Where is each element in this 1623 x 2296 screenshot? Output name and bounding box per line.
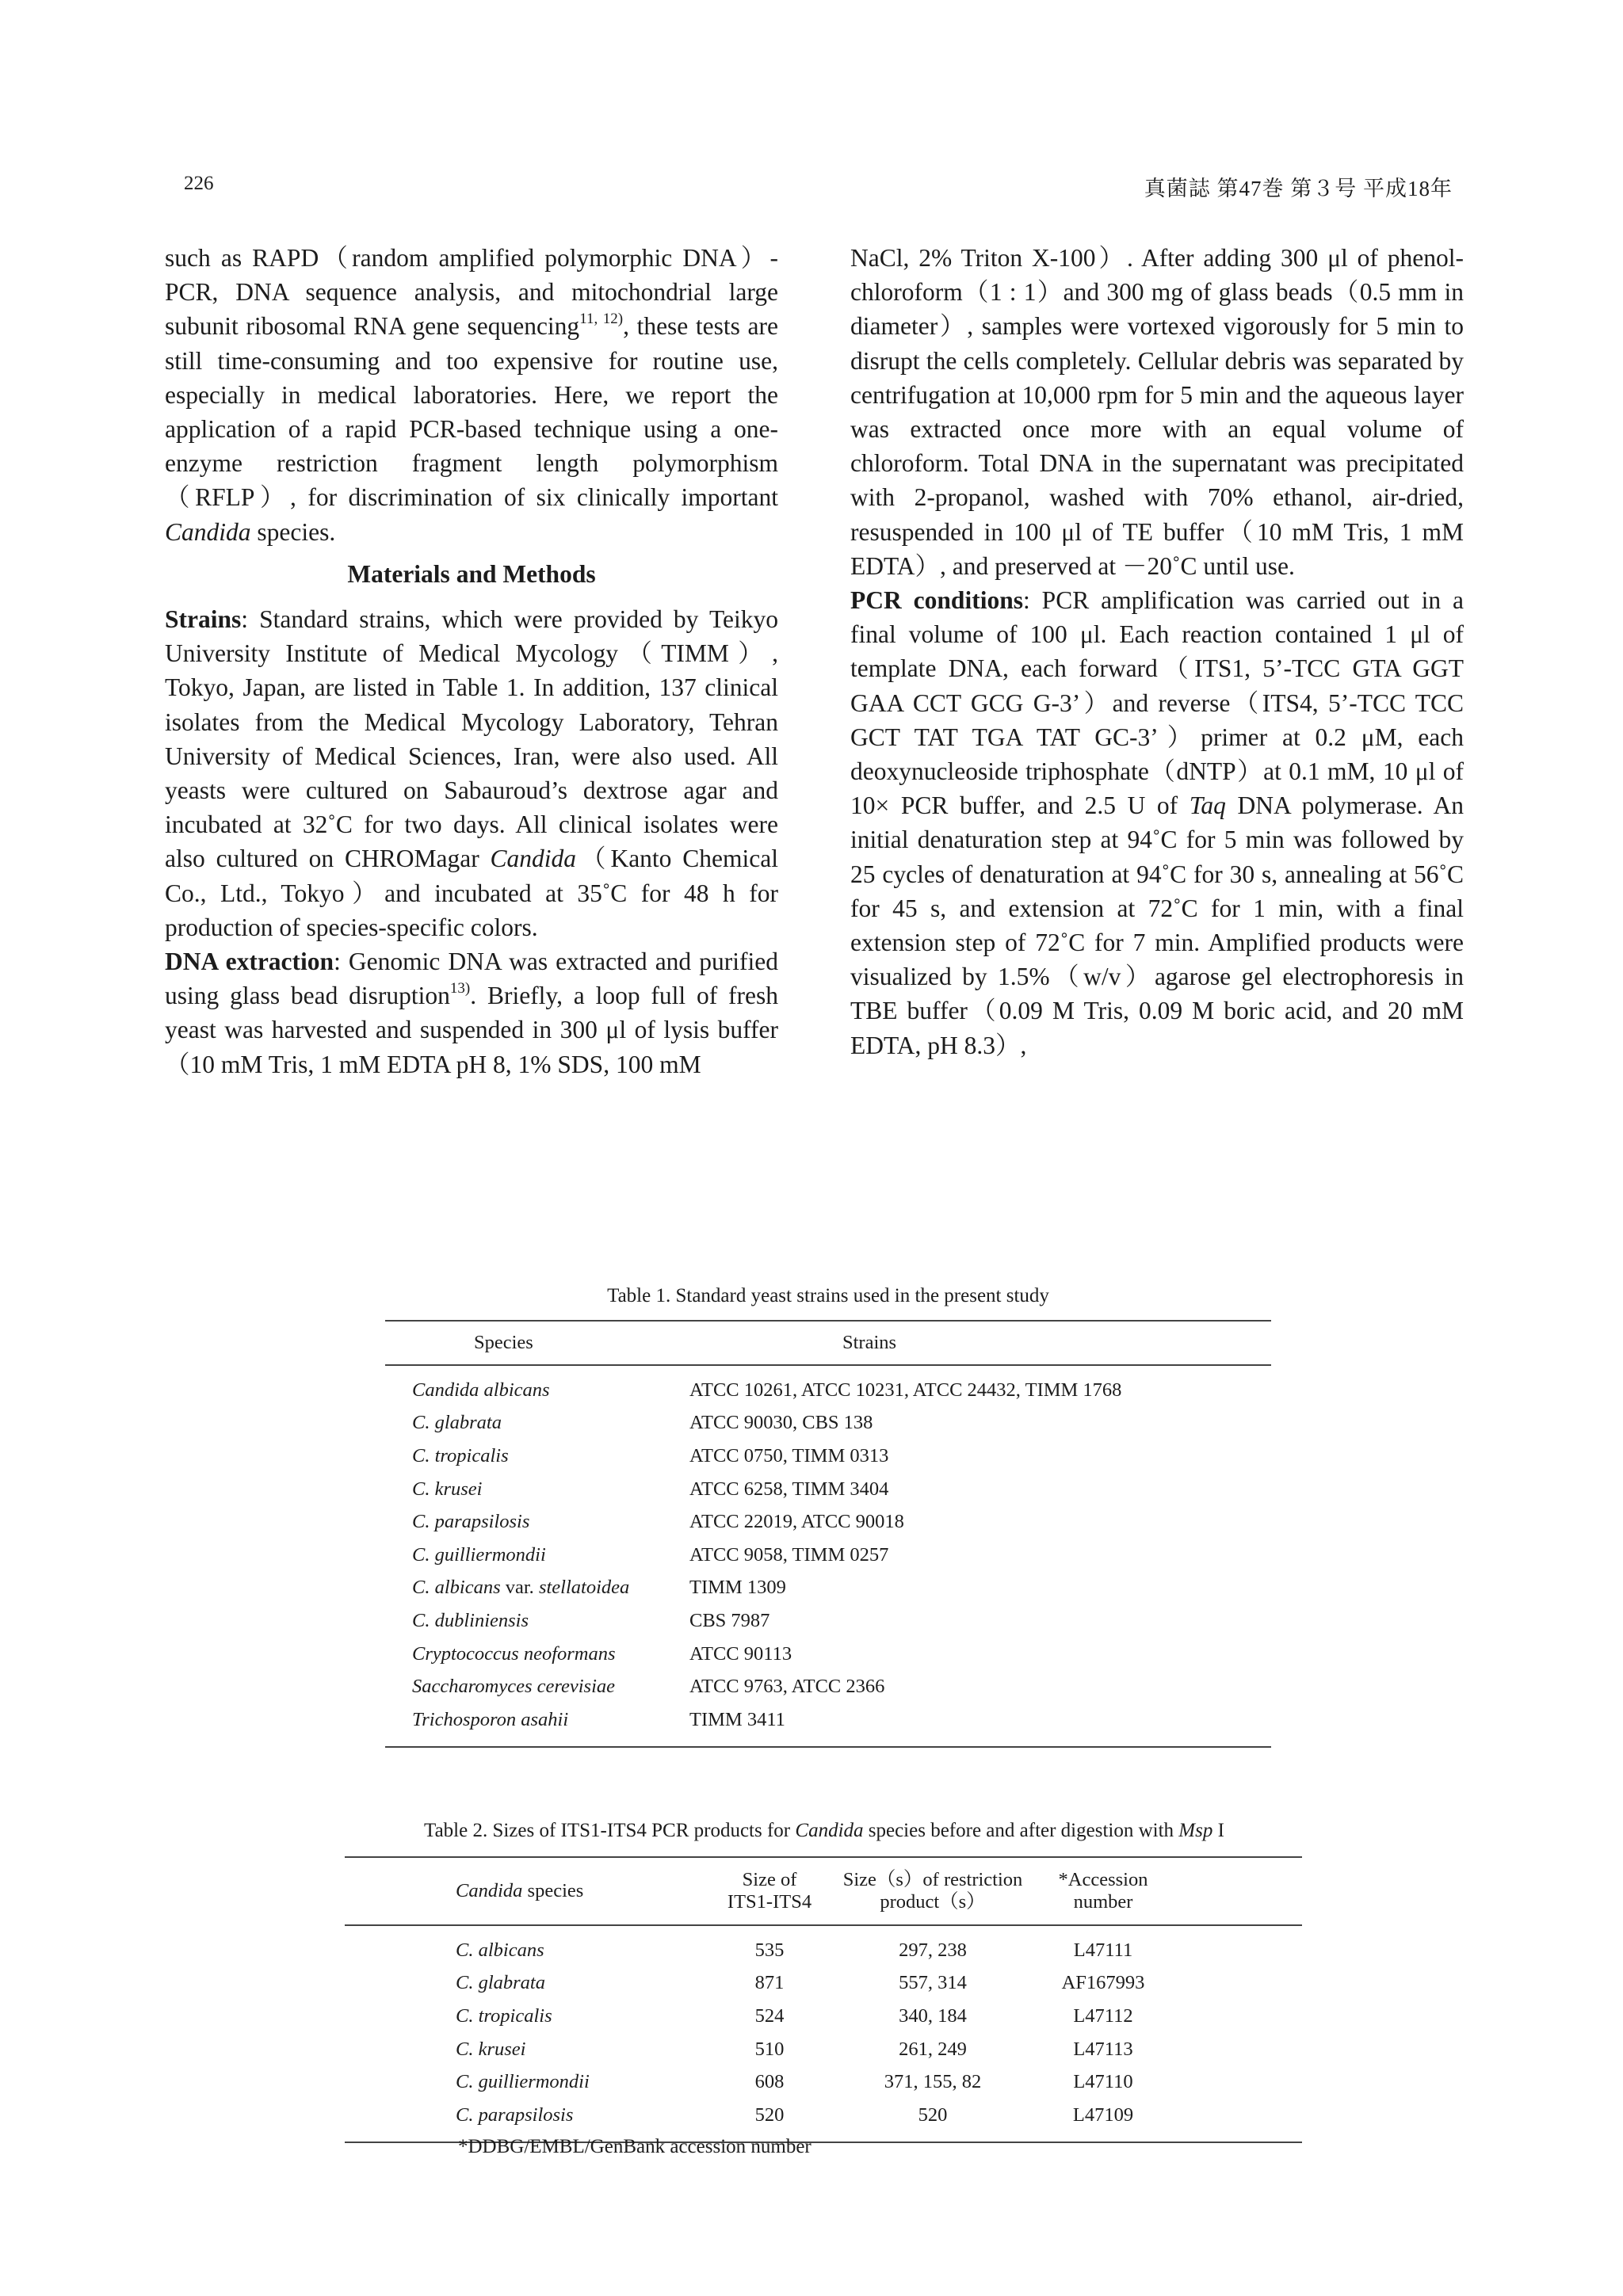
table1-row	[385, 1604, 1271, 1638]
table2-spacer-cell	[1178, 2000, 1302, 2033]
table2-species-cell: C. parapsilosis	[456, 2103, 574, 2126]
table2-row	[345, 2033, 1302, 2066]
dna-continued-paragraph: NaCl, 2% Triton X-100）. After adding 300 μl of phenol-chloroform（1 : 1）and 300 mg of glass beads（0.5 mm in diameter）, samples were vortexed vigorously for 5 min to disrupt the cells completely. Cellular debris was separated by centrifugation at 10,000 rpm for 5 min and the aqueous layer was extracted once more with an equal volume of chloroform. Total DNA in the supernatant was precipitated with 2-propanol, washed with 70% ethanol, air-dried, resuspended in 100 μl of TE buffer（10 mM Tris, 1 mM EDTA）, and preserved at －20˚C until use.	[850, 244, 1464, 580]
table1-species-cell: C. guilliermondii	[412, 1543, 546, 1566]
table2-restriction-cell: 557, 314	[899, 1972, 967, 1994]
table1-strains-cell: ATCC 10261, ATCC 10231, ATCC 24432, TIMM 1768	[689, 1379, 1122, 1401]
pcr-italic: Taq	[1189, 791, 1226, 820]
table2-caption-text-3: I	[1212, 1820, 1224, 1841]
strains-label: Strains	[165, 605, 242, 634]
table1-row	[385, 1440, 1271, 1473]
table2-row	[345, 1967, 1302, 2000]
table2-header-genus: Candida	[456, 1880, 523, 1901]
running-title: 真菌誌 第47巻 第３号 平成18年	[1144, 177, 1453, 200]
table1-header-strains: Strains	[689, 1321, 1271, 1365]
table2-spacer-cell	[1178, 2033, 1302, 2066]
table2-caption-text-1: Table 2. Sizes of ITS1-ITS4 PCR products for	[424, 1820, 796, 1841]
table1-row	[385, 1365, 1271, 1407]
pcr-text-2: DNA polymerase. An initial denaturation step at 94˚C for 5 min was followed by 25 cycles of denaturation at 94˚C for 30 s, annealing at 56˚C for 45 s, and extension at 72˚C for 1 min, with a final extension step of 72˚C for 7 min. Amplified products were visualized by 1.5%（w/v）agarose gel electrophoresis in TBE buffer（0.09 M Tris, 0.09 M boric acid, and 20 mM EDTA, pH 8.3）,	[850, 791, 1464, 1059]
dna-text-1: : Genomic DNA was extracted and purified using glass bead disruption	[165, 948, 779, 1010]
table1-row	[385, 1638, 1271, 1671]
table2-footnote: *DDBG/EMBL/GenBank accession number	[458, 2136, 812, 2157]
table2-caption-text-2: species before and after digestion with	[863, 1820, 1179, 1841]
table2-size-cell: 608	[754, 2071, 785, 2093]
table2-spacer-cell	[1178, 2099, 1302, 2142]
table2-accession-cell: L47111	[1073, 1939, 1133, 1961]
section-heading: Materials and Methods	[347, 559, 596, 588]
table2-restriction-cell: 340, 184	[899, 2004, 967, 2027]
table2-species-cell: C. albicans	[456, 1939, 544, 1961]
left-column	[165, 241, 778, 1081]
table2-size-cell: 535	[754, 1939, 785, 1961]
table1-species-cell: Saccharomyces cerevisiae	[412, 1676, 615, 1698]
table2-header-size-line2: ITS1-ITS4	[727, 1891, 812, 1913]
table2-restriction-cell: 520	[918, 2103, 948, 2126]
pcr-paragraph	[850, 583, 1464, 1062]
table1	[385, 1320, 1271, 1748]
table2-accession-cell: L47113	[1073, 2038, 1133, 2060]
table1-species-cell: Cryptococcus neoformans	[412, 1642, 616, 1665]
table2-header-accession	[1028, 1857, 1178, 1925]
table2-spacer-cell	[1178, 1925, 1302, 1967]
table2-accession-cell: L47112	[1073, 2004, 1133, 2027]
table1-species-cell: Candida albicans	[412, 1379, 550, 1401]
table2-accession-cell: AF167993	[1061, 1972, 1145, 1994]
table1-strains-cell: ATCC 6258, TIMM 3404	[689, 1478, 889, 1500]
table2-caption-genus: Candida	[795, 1820, 864, 1841]
table1-species-cell: C. albicans var. stellatoidea	[412, 1577, 630, 1599]
table1-header-row	[385, 1321, 1271, 1365]
table1-strains-cell: ATCC 9763, ATCC 2366	[689, 1676, 885, 1698]
table1-row	[385, 1539, 1271, 1572]
table1-strains-cell: ATCC 0750, TIMM 0313	[689, 1444, 889, 1466]
table1-species-cell: C. tropicalis	[412, 1444, 509, 1466]
table1-row	[385, 1473, 1271, 1506]
table2-spacer-cell	[1178, 2065, 1302, 2099]
table1-species-cell: C. parapsilosis	[412, 1511, 530, 1533]
table1-strains-cell: ATCC 90113	[689, 1642, 792, 1665]
dna-label: DNA extraction	[165, 948, 334, 976]
table2-caption	[333, 1820, 1316, 1842]
table2-species-cell: C. guilliermondii	[456, 2071, 590, 2093]
table2-header-restriction-line2: product（s）	[880, 1891, 986, 1913]
table2-accession-cell: L47109	[1072, 2103, 1134, 2126]
table2-header-size-line1: Size of	[742, 1869, 797, 1890]
table2-row	[345, 1925, 1302, 1967]
table1-strains-cell: CBS 7987	[689, 1609, 770, 1631]
table2-header-accession-line2: number	[1073, 1891, 1133, 1913]
page-number: 226	[184, 173, 214, 194]
table2-species-cell: C. glabrata	[456, 1972, 545, 1994]
genus-name: Candida	[165, 517, 251, 546]
table1-strains-cell: TIMM 3411	[689, 1708, 785, 1730]
strains-paragraph	[165, 602, 778, 944]
table1-caption: Table 1. Standard yeast strains used in the present study	[607, 1285, 1049, 1306]
table2-species-cell: C. krusei	[456, 2038, 526, 2060]
table2-size-cell: 510	[754, 2038, 785, 2060]
strains-italic: Candida	[490, 845, 577, 873]
dna-text-2: . Briefly, a loop full of fresh yeast was harvested and suspended in 300 μl of lysis buffer（10 mM Tris, 1 mM EDTA pH 8, 1% SDS, 100 mM	[165, 982, 778, 1078]
table1-header-species: Species	[385, 1321, 689, 1365]
table2-header-spacer	[1178, 1857, 1302, 1925]
table2-restriction-cell: 371, 155, 82	[884, 2071, 982, 2093]
table1-row	[385, 1670, 1271, 1703]
table1-species-cell: C. krusei	[412, 1478, 483, 1500]
table1-species-cell: C. glabrata	[412, 1412, 502, 1434]
table2-header-accession-line1: *Accession	[1058, 1869, 1148, 1890]
citation-ref: 11, 12)	[579, 311, 624, 328]
table2-row	[345, 2065, 1302, 2099]
table2-restriction-cell: 297, 238	[899, 1939, 967, 1961]
dna-extraction-paragraph	[165, 944, 778, 1081]
table2-header-restriction	[838, 1857, 1028, 1925]
strains-text-2: （Kanto Chemical Co., Ltd., Tokyo）and incubated at 35˚C for 48 h for production of species-specific colors.	[165, 845, 778, 941]
table2	[345, 1856, 1302, 2143]
table2-header-species-rest: species	[522, 1880, 584, 1901]
table1-row	[385, 1703, 1271, 1747]
table2-header-species	[345, 1857, 701, 1925]
intro-text-2: , these tests are still time-consuming and too expensive for routine use, especially in medical laboratories. Here, we report the application of a rapid PCR-based technique using a one-enzyme restriction fragment length polymorphism（RFLP）, for discrimination of six clinically important	[165, 312, 778, 512]
strains-text-1: : Standard strains, which were provided by Teikyo University Institute of Medical Mycology（TIMM）, Tokyo, Japan, are listed in Table 1. In addition, 137 clinical isolates from the Medical Mycology Laboratory, Tehran University of Medical Sciences, Iran, were also used. All yeasts were cultured on Sabauroud’s dextrose agar and incubated at 32˚C for two days. All clinical isolates were also cultured on CHROMagar	[165, 605, 778, 873]
table2-species-cell: C. tropicalis	[456, 2004, 552, 2027]
table2-caption-enzyme: Msp	[1178, 1820, 1213, 1841]
table1-row	[385, 1407, 1271, 1440]
pcr-label: PCR conditions	[850, 586, 1023, 615]
table2-size-cell: 524	[754, 2004, 785, 2027]
table1-species-cell: C. dubliniensis	[412, 1609, 529, 1631]
dna-citation-ref: 13)	[449, 980, 471, 997]
table2-accession-cell: L47110	[1073, 2071, 1133, 2093]
intro-text-1: such as RAPD（random amplified polymorphic DNA）-PCR, DNA sequence analysis, and mitochondrial large subunit ribosomal RNA gene sequencing	[165, 244, 778, 341]
table1-strains-cell: ATCC 22019, ATCC 90018	[689, 1511, 904, 1533]
table1-strains-cell: ATCC 9058, TIMM 0257	[689, 1543, 889, 1566]
table1-row	[385, 1505, 1271, 1539]
table1-species-cell: Trichosporon asahii	[412, 1708, 569, 1730]
table2-size-cell: 520	[754, 2103, 785, 2126]
table2-header-row	[345, 1857, 1302, 1925]
intro-text-3: species.	[250, 517, 336, 546]
table2-spacer-cell	[1178, 1967, 1302, 2000]
table1-row	[385, 1572, 1271, 1605]
table1-strains-cell: TIMM 1309	[689, 1577, 786, 1599]
table2-header-restriction-line1: Size（s）of restriction	[842, 1869, 1023, 1890]
right-column	[850, 241, 1464, 1062]
table2-row	[345, 2000, 1302, 2033]
table2-restriction-cell: 261, 249	[899, 2038, 967, 2060]
table2-size-cell: 871	[754, 1972, 785, 1994]
table1-strains-cell: ATCC 90030, CBS 138	[689, 1412, 873, 1434]
intro-paragraph	[165, 241, 778, 549]
table2-header-size	[701, 1857, 838, 1925]
pcr-text-1: : PCR amplification was carried out in a final volume of 100 μl. Each reaction contained 1 μl of template DNA, each forward（ITS1, 5’-TCC GTA GGT GAA CCT GCG G-3’）and reverse（ITS4, 5’-TCC TCC GCT TAT TGA TAT GC-3’）primer at 0.2 μM, each deoxynucleoside triphosphate（dNTP）at 0.1 mM, 10 μl of 10× PCR buffer, and 2.5 U of	[850, 586, 1464, 820]
